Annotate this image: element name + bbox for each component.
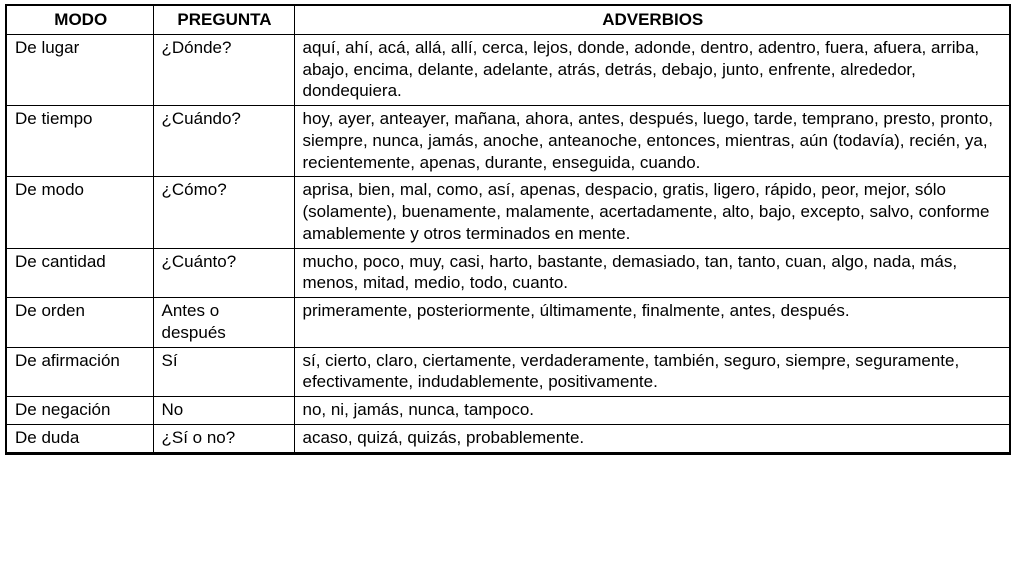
cell-adverbios: no, ni, jamás, nunca, tampoco. — [294, 397, 1010, 425]
cell-pregunta: Antes o después — [153, 298, 294, 348]
cell-modo: De lugar — [6, 34, 153, 105]
cell-adverbios: mucho, poco, muy, casi, harto, bastante, demasiado, tan, tanto, cuan, algo, nada, más, menos, mitad, medio, todo, cuanto. — [294, 248, 1010, 298]
table-row — [6, 177, 1010, 248]
cell-modo: De duda — [6, 424, 153, 453]
cell-adverbios: primeramente, posteriormente, últimamente, finalmente, antes, después. — [294, 298, 1010, 348]
adverbs-table — [5, 4, 1011, 455]
table-row — [6, 106, 1010, 177]
table-row — [6, 397, 1010, 425]
table-row — [6, 424, 1010, 453]
cell-modo: De modo — [6, 177, 153, 248]
cell-adverbios: aquí, ahí, acá, allá, allí, cerca, lejos, donde, adonde, dentro, adentro, fuera, afuera, arriba, abajo, encima, delante, adelante, atrás, detrás, debajo, junto, enfrente, alrededor, dondequiera. — [294, 34, 1010, 105]
cell-adverbios: acaso, quizá, quizás, probablemente. — [294, 424, 1010, 453]
table-row — [6, 298, 1010, 348]
table-row — [6, 248, 1010, 298]
cell-adverbios: aprisa, bien, mal, como, así, apenas, despacio, gratis, ligero, rápido, peor, mejor, sólo (solamente), buenamente, malamente, acertadamente, alto, bajo, excepto, salvo, conforme amablemente y otros terminados en mente. — [294, 177, 1010, 248]
cell-pregunta: ¿Cuándo? — [153, 106, 294, 177]
cell-adverbios: sí, cierto, claro, ciertamente, verdaderamente, también, seguro, siempre, seguramente, efectivamente, indudablemente, positivamente. — [294, 347, 1010, 397]
header-modo: MODO — [6, 5, 153, 34]
cell-pregunta: Sí — [153, 347, 294, 397]
table-row — [6, 347, 1010, 397]
header-pregunta: PREGUNTA — [153, 5, 294, 34]
cell-pregunta: No — [153, 397, 294, 425]
cell-modo: De afirmación — [6, 347, 153, 397]
cell-modo: De cantidad — [6, 248, 153, 298]
table-header-row — [6, 5, 1010, 34]
header-adverbios: ADVERBIOS — [294, 5, 1010, 34]
cell-modo: De orden — [6, 298, 153, 348]
cell-modo: De tiempo — [6, 106, 153, 177]
cell-pregunta: ¿Cuánto? — [153, 248, 294, 298]
cell-pregunta: ¿Sí o no? — [153, 424, 294, 453]
table-row — [6, 34, 1010, 105]
cell-modo: De negación — [6, 397, 153, 425]
cell-pregunta: ¿Cómo? — [153, 177, 294, 248]
cell-pregunta: ¿Dónde? — [153, 34, 294, 105]
cell-adverbios: hoy, ayer, anteayer, mañana, ahora, antes, después, luego, tarde, temprano, presto, pronto, siempre, nunca, jamás, anoche, anteanoche, entonces, mientras, aún (todavía), recién, ya, recientemente, apenas, durante, enseguida, cuando. — [294, 106, 1010, 177]
